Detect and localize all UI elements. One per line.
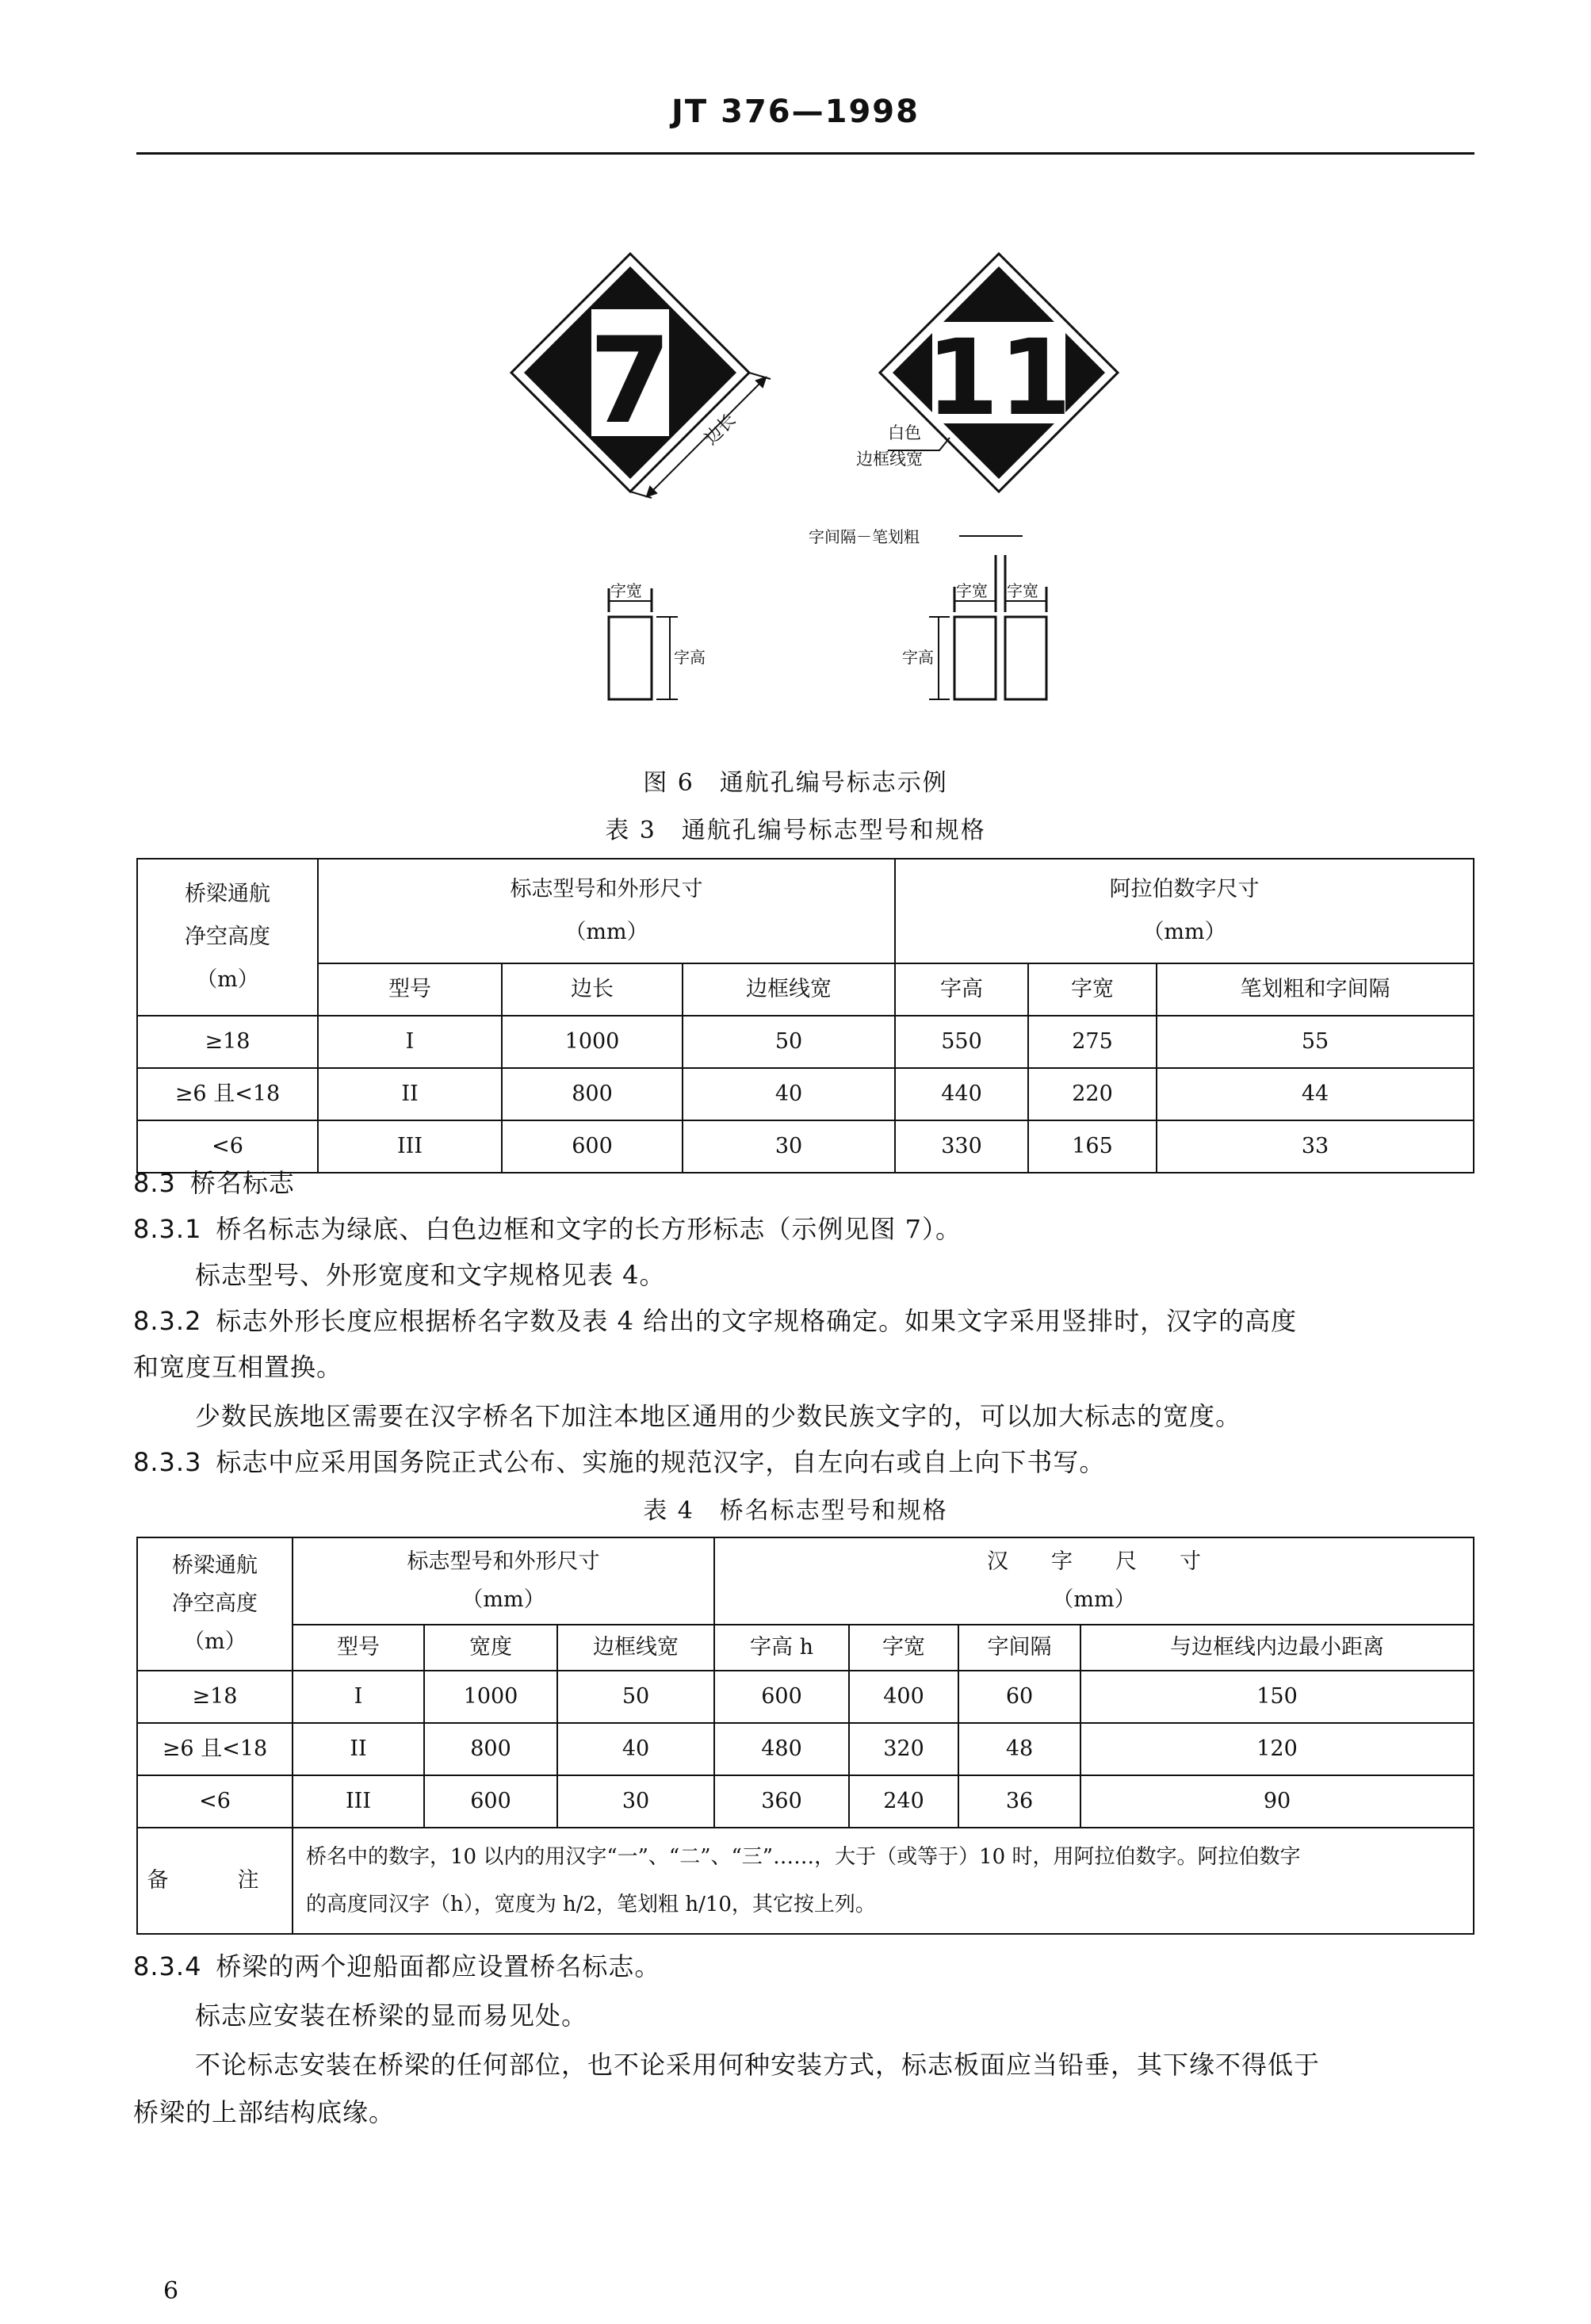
clause-8-3-4-para-2: 标志应安装在桥梁的显而易见处。 [195,2000,588,2031]
single-char-box [609,588,678,699]
table-row: ≥18 I 1000 50 550 275 55 [137,1016,1474,1068]
double-char-box [929,536,1046,699]
t3-sub-stroke-spacing: 笔划粗和字间隔 [1157,963,1474,1016]
table-row: ≥18 I 1000 50 600 400 60 150 [137,1671,1474,1723]
t4-note-text: 桥名中的数字，10 以内的用汉字“一”、“二”、“三”……，大于（或等于）10 时，用阿拉伯数字。阿拉伯数字 的高度同汉字（h），宽度为 h/2，笔划粗 h/10，其它按上列。 [293,1828,1474,1934]
clause-8-3-2-line-2: 和宽度互相置换。 [133,1352,343,1382]
clause-8-3-3: 8.3.3 标志中应采用国务院正式公布、实施的规范汉字，自左向右或自上向下书写。 [133,1447,1106,1477]
figure-6-caption: 图 6 通航孔编号标志示例 [643,769,948,797]
t3-sub-side: 边长 [502,963,683,1016]
clause-8-3-2: 8.3.2 标志外形长度应根据桥名字数及表 4 给出的文字规格确定。如果文字采用竖排时，汉字的高度 [133,1306,1298,1336]
t3-sub-char-width: 字宽 [1028,963,1157,1016]
t4-sub-border: 边框线宽 [557,1625,714,1671]
header-rule [136,152,1474,155]
sign-right-number: 11 [926,317,1072,439]
t4-sub-min-distance: 与边框线内边最小距离 [1080,1625,1474,1671]
t3-sub-char-height: 字高 [895,963,1028,1016]
border-width-label: 边框线宽 [856,450,923,469]
t4-sub-width: 宽度 [424,1625,557,1671]
sign-left-number: 7 [588,312,672,450]
t3-sub-model: 型号 [318,963,502,1016]
t4-header-sign-group: 标志型号和外形尺寸 （mm） [293,1537,714,1625]
section-8-3-heading: 8.3 桥名标志 [133,1168,295,1198]
clause-8-3-4: 8.3.4 桥梁的两个迎船面都应设置桥名标志。 [133,1951,661,1981]
table-row: <6 III 600 30 360 240 36 90 [137,1775,1474,1828]
sign-7-diamond [511,254,749,492]
document-code: JT 376—1998 [671,94,920,130]
t4-header-char-group: 汉 字 尺 寸 （mm） [714,1537,1474,1625]
t3-header-sign-group: 标志型号和外形尺寸 （mm） [318,859,895,963]
side-length-label: 边长 [701,410,740,450]
t4-sub-model: 型号 [293,1625,424,1671]
char-height-label-right: 字高 [902,648,934,667]
t4-note-label: 备 注 [137,1828,293,1934]
char-width-label-left: 字宽 [610,581,642,600]
t4-sub-char-height: 字高 h [714,1625,849,1671]
table-4 [136,1537,1474,1935]
table-3 [136,858,1474,1173]
table-row: ≥6 且<18 II 800 40 440 220 44 [137,1068,1474,1120]
table-row: <6 III 600 30 330 165 33 [137,1120,1474,1173]
clause-8-3-1: 8.3.1 桥名标志为绿底、白色边框和文字的长方形标志（示例见图 7）。 [133,1214,962,1244]
table-4-title: 表 4 桥名标志型号和规格 [643,1497,948,1525]
t4-sub-char-spacing: 字间隔 [958,1625,1080,1671]
clause-8-3-1-para-2: 标志型号、外形宽度和文字规格见表 4。 [195,1260,666,1290]
figure-6-drawing [476,238,1126,714]
white-border-label: 白色 [888,423,921,442]
t4-sub-char-width: 字宽 [849,1625,958,1671]
page-number: 6 [163,2277,179,2305]
table-row: ≥6 且<18 II 800 40 480 320 48 120 [137,1723,1474,1775]
clause-8-3-4-para-3-line-2: 桥梁的上部结构底缘。 [133,2097,396,2127]
char-width-label-right-2: 字宽 [1007,581,1038,600]
spacing-stroke-label: 字间隔－笔划粗 [809,527,920,546]
char-height-label-left: 字高 [674,648,706,667]
t3-header-clearance: 桥梁通航 净空高度 （m） [137,859,318,1016]
char-width-label-right-1: 字宽 [956,581,988,600]
clause-8-3-4-para-3: 不论标志安装在桥梁的任何部位，也不论采用何种安装方式，标志板面应当铅垂，其下缘不得低于 [195,2050,1321,2080]
t3-sub-border: 边框线宽 [683,963,895,1016]
clause-8-3-2-para-2: 少数民族地区需要在汉字桥名下加注本地区通用的少数民族文字的，可以加大标志的宽度。 [195,1401,1242,1431]
table-3-title: 表 3 通航孔编号标志型号和规格 [605,817,986,844]
t3-header-digit-group: 阿拉伯数字尺寸 （mm） [895,859,1474,963]
t4-header-clearance: 桥梁通航 净空高度 （m） [137,1537,293,1671]
